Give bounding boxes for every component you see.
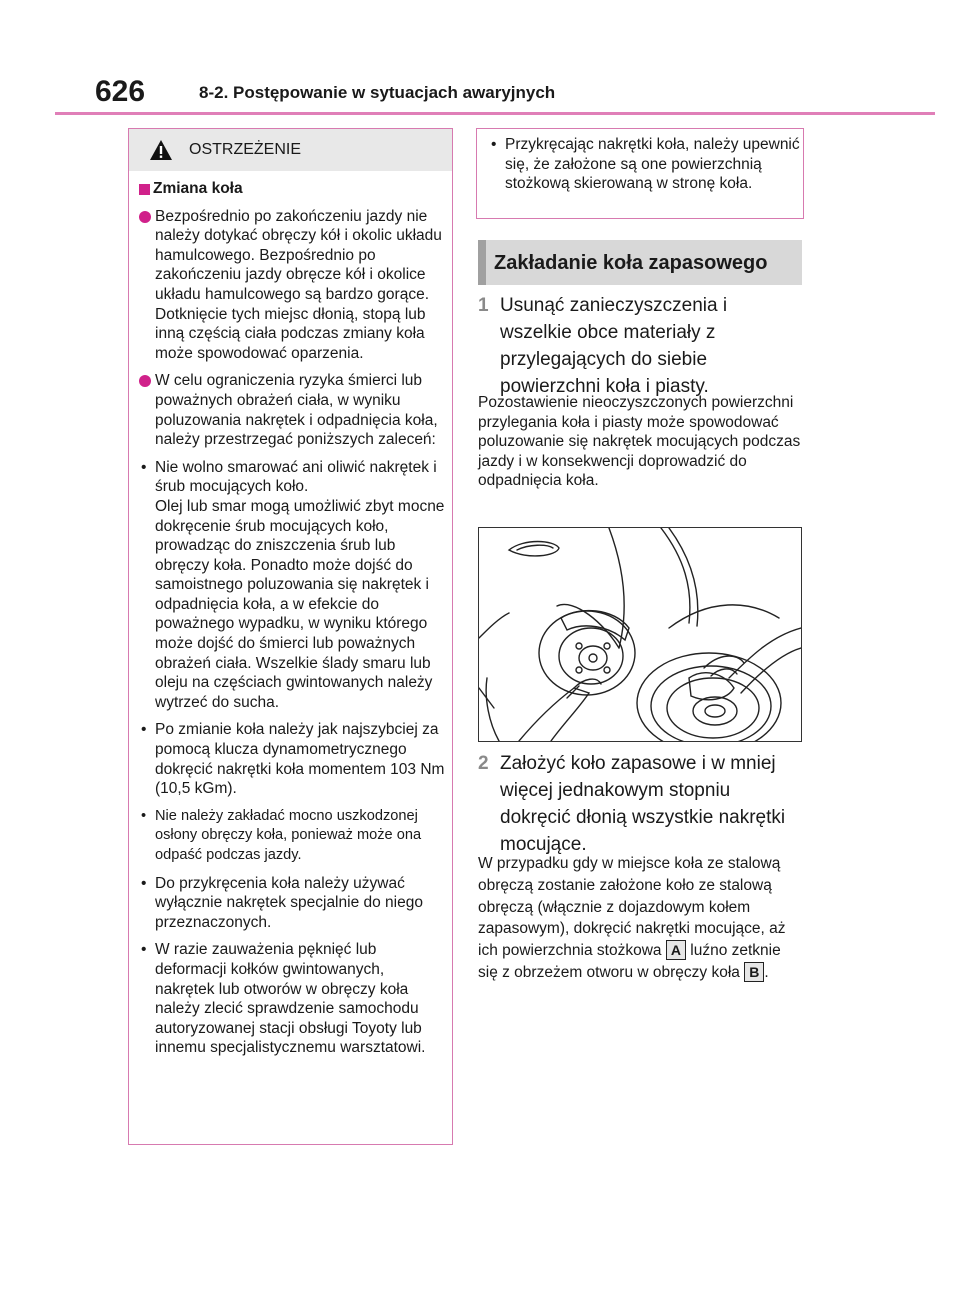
step-text: Założyć koło zapasowe i w mniej więcej jednakowym stopniu dokręcić dłonią wszystkie nakrętki mocujące. — [500, 753, 786, 855]
warning-sub-item: • W razie zauważenia pęknięć lub deformacji kołków gwintowanych, nakrętek lub otworów w obręczy koła należy zlecić sprawdzenie samochodu autoryzowanej stacji obsługi Toyoty lub innemu specjalistycznemu warsztatowi. — [141, 941, 426, 1057]
warning-subheading: Zmiana koła — [139, 179, 445, 199]
wheel-cleaning-drawing — [479, 528, 801, 741]
warning-header — [129, 129, 452, 171]
warning-triangle-icon — [149, 139, 173, 161]
circle-bullet-icon — [139, 211, 151, 223]
step-text: Usunąć zanieczyszczenia i wszelkie obce materiały z przylegających do siebie powierzchni koła i piasty. — [500, 295, 728, 397]
warning-bullet: W celu ograniczenia ryzyka śmierci lub poważnych obrażeń ciała, w wyniku poluzowania nakrętek i odpadnięcia koła, należy przestrzegać poniższych zaleceń: — [139, 371, 445, 449]
step-number: 2 — [478, 753, 489, 774]
warning-sub-item-continued: Olej lub smar mogą umożliwić zbyt mocne dokręcenie śrub mocujących koło, prowadząc do zniszczenia śrub lub obręczy koła. Ponadto może dojść do samoistnego poluzowania się nakrętek i odpadnięcia koła, a w efekcie do poważnego wypadku, w wyniku którego może dojść do śmierci lub poważnych obrażeń ciała. Wszelkie ślady smaru lub oleju na częściach gwintowanych należy wytrzeć do sucha. — [155, 497, 445, 711]
step-number: 1 — [478, 295, 489, 316]
page-header — [95, 72, 935, 112]
header-rule — [55, 112, 935, 115]
page-number: 626 — [95, 75, 146, 108]
label-a: A — [666, 940, 686, 960]
step-1-note: Pozostawienie nieoczyszczonych powierzchni przylegania koła i piasty może spowodować poluzowanie się nakrętek mocujących podczas jazdy i w konsekwencji doprowadzić do odpadnięcia koła. — [478, 394, 801, 490]
tip-text: • Przykręcając nakrętki koła, należy upewnić się, że założone są one powierzchnią stożkową skierowaną w stronę koła. — [491, 136, 800, 193]
circle-bullet-icon — [139, 375, 151, 387]
warning-sub-item: • Po zmianie koła należy jak najszybciej za pomocą klucza dynamometrycznego dokręcić nakrętki koła momentem 103 Nm (10,5 kGm). — [141, 721, 445, 798]
warning-sub-item: • Nie wolno smarować ani oliwić nakrętek i śrub mocujących koło. — [141, 458, 437, 496]
section-heading-bar — [478, 240, 802, 285]
warning-body — [139, 179, 445, 1066]
warning-box — [128, 128, 453, 1145]
step-1 — [478, 292, 808, 397]
warning-bullet: Bezpośrednio po zakończeniu jazdy nie należy dotykać obręczy kół i okolic układu hamulcowego. Bezpośrednio po zakończeniu jazdy obręcze kół i okolice układu hamulcowego są bardzo gorące. Dotknięcie tych miejsc dłonią, stopą lub inną częścią ciała podczas zmiany koła może spowodować oparzenia. — [139, 207, 445, 364]
tip-box — [476, 128, 804, 219]
warning-sub-item: • Nie należy zakładać mocno uszkodzonej osłony obręczy koła, ponieważ może ona odpaść podczas jazdy. — [141, 807, 422, 863]
section-heading: Zakładanie koła zapasowego — [494, 252, 768, 274]
warning-sub-item: • Do przykręcenia koła należy używać wyłącznie nakrętek specjalnie do niego przeznaczonych. — [141, 874, 423, 931]
wheel-hub-cleaning-illustration — [478, 527, 802, 742]
square-bullet-icon — [139, 184, 150, 195]
label-b: B — [744, 962, 764, 982]
step-2 — [478, 750, 808, 860]
warning-title: OSTRZEŻENIE — [189, 141, 302, 158]
section-stripe — [478, 240, 486, 285]
section-title: 8-2. Postępowanie w sytuacjach awaryjnych — [199, 83, 556, 102]
step-2-note: W przypadku gdy w miejsce koła ze stalową obręczą zostanie założone koło ze stalową obręczą (włącznie z dojazdowym kołem zapasowym), dokręcić nakrętki mocujące, aż ich powierzchnia stożkowa A luźno zetknie się z obrzeżem otworu w obręczy koła B . — [478, 855, 786, 981]
